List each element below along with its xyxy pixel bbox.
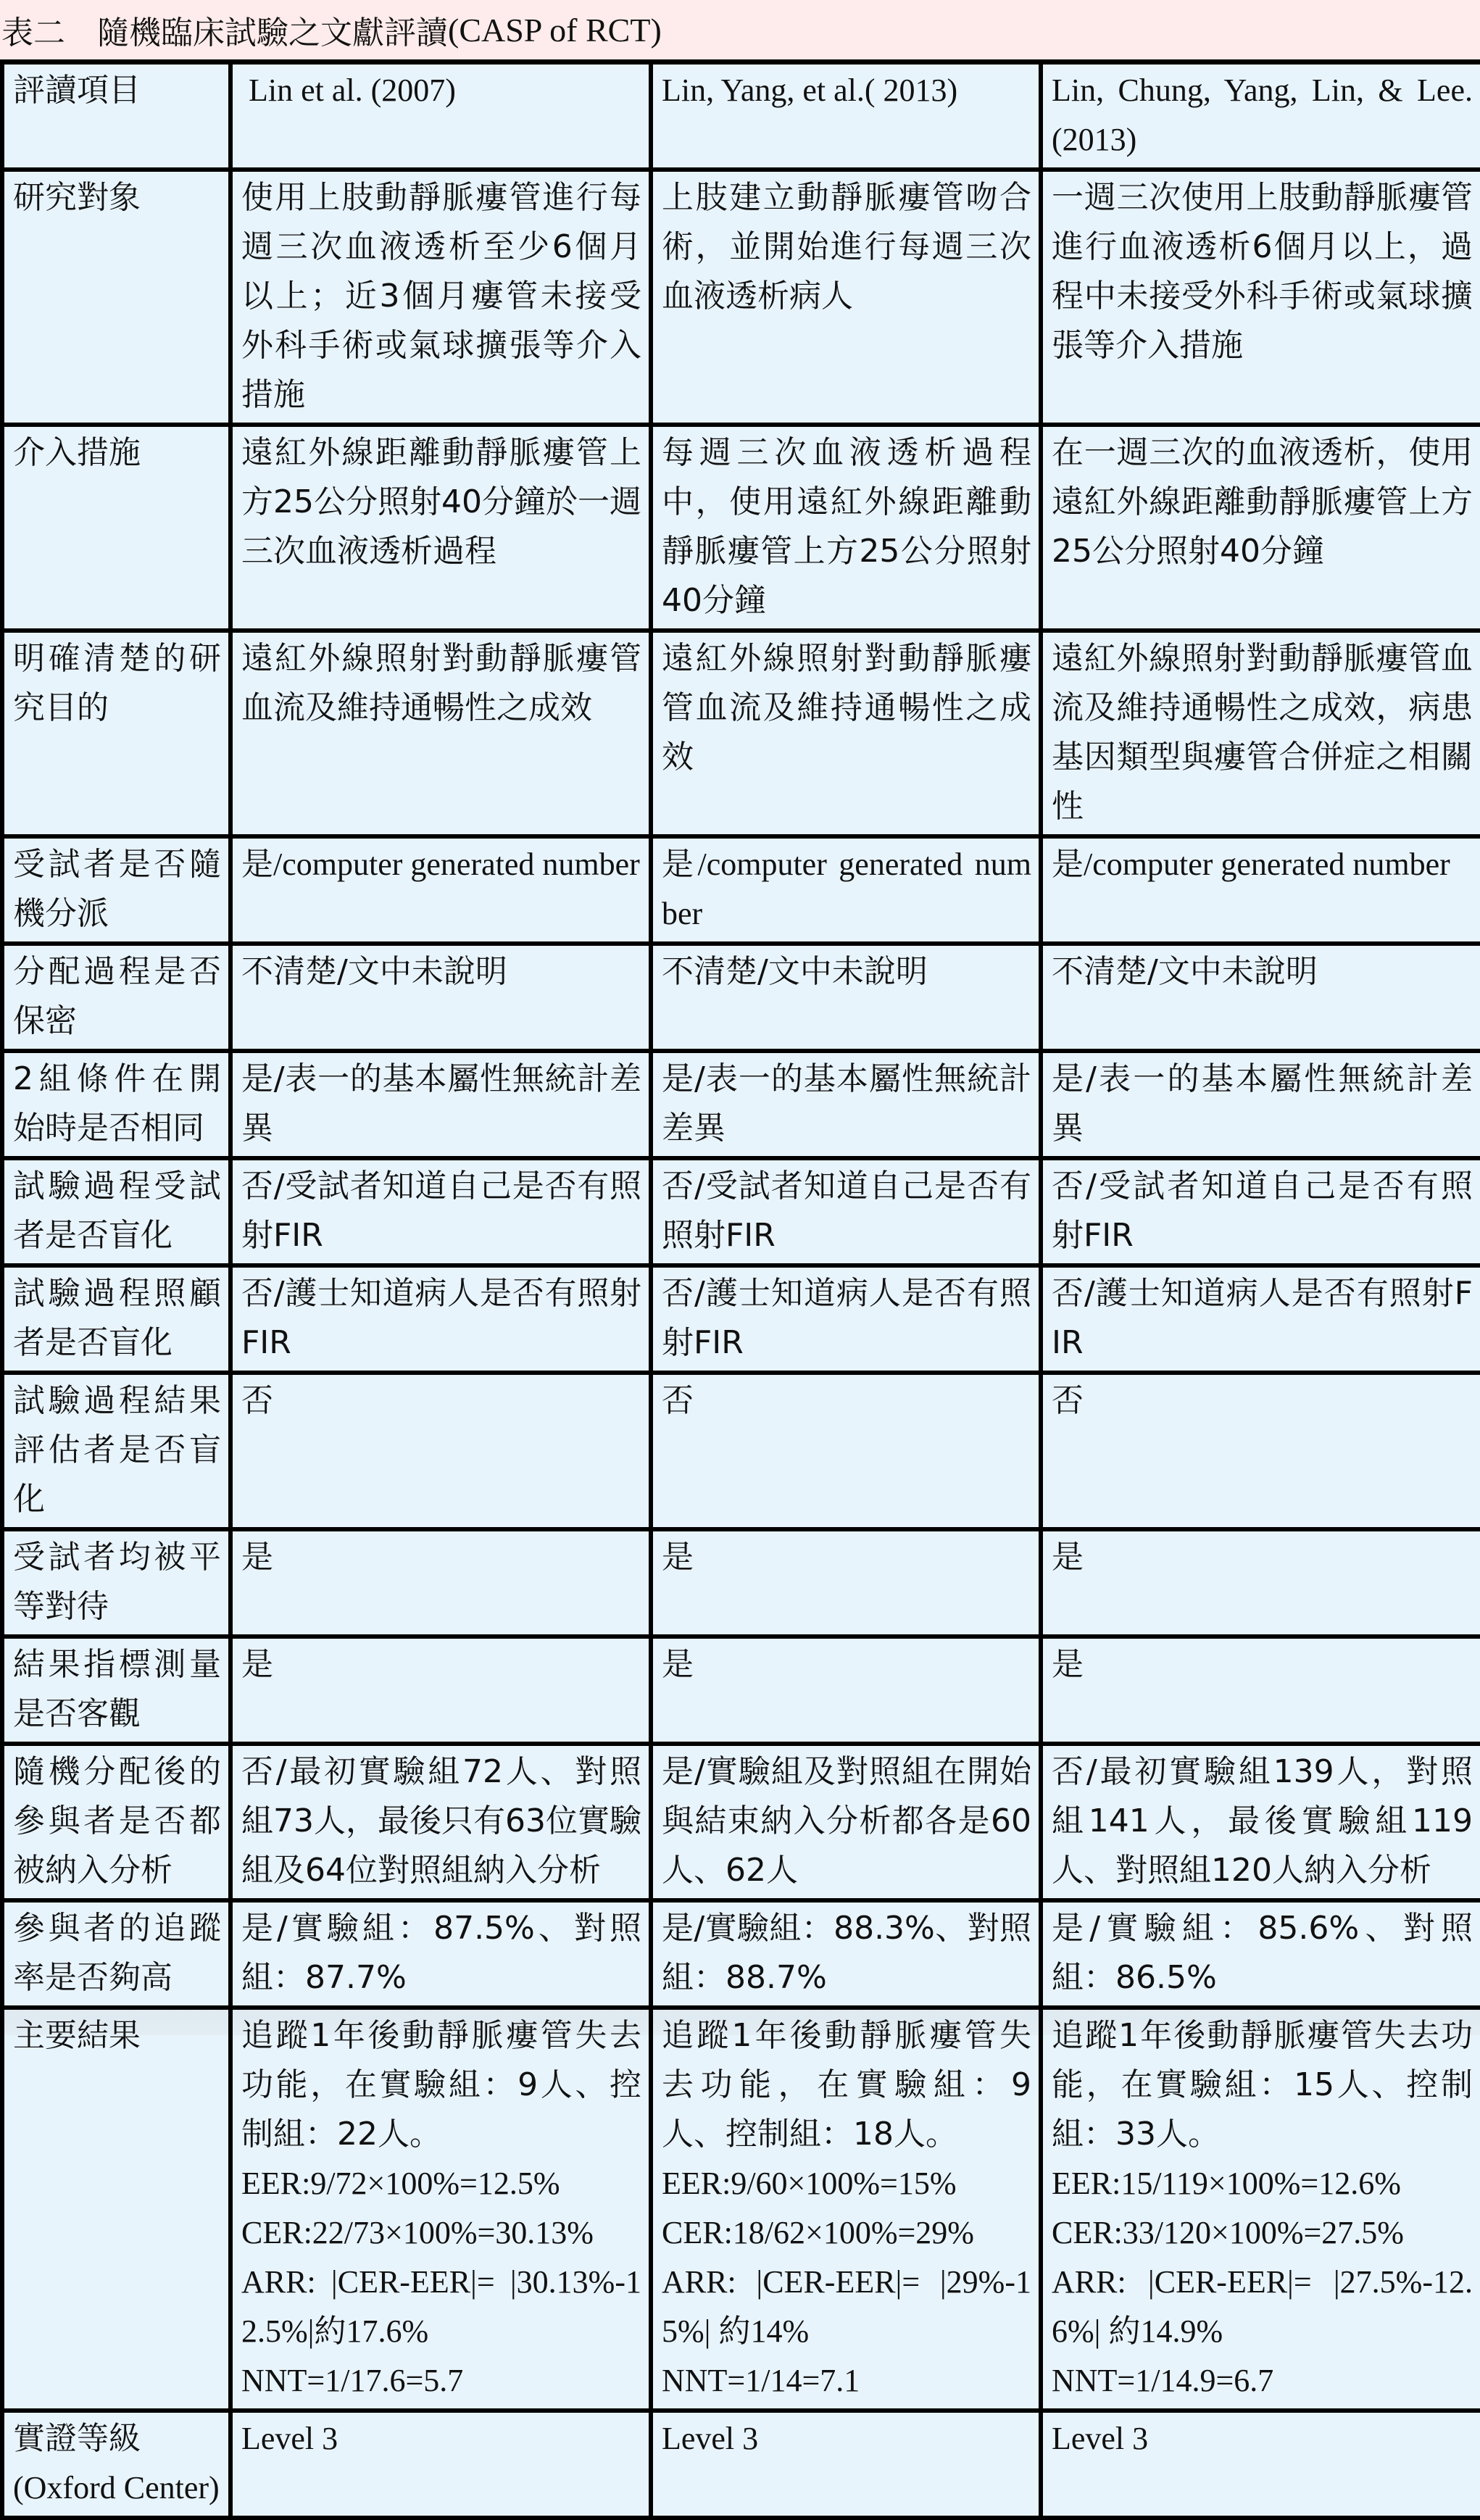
table-row bbox=[2, 1637, 1480, 1744]
row-item-label bbox=[2, 2411, 230, 2518]
row-item-label: 介入措施 bbox=[2, 425, 230, 631]
table-row bbox=[2, 944, 1480, 1051]
result-nnt: NNT=1/14.9=6.7 bbox=[1052, 2363, 1274, 2398]
result-cer: CER:18/62×100%=29% bbox=[662, 2215, 974, 2250]
result-cer: CER:22/73×100%=30.13% bbox=[241, 2215, 594, 2250]
casp-appraisal-table bbox=[0, 59, 1480, 2520]
row-item-label: 隨機分配後的參與者是否都被納入分析 bbox=[2, 1744, 230, 1900]
table-cell: 每週三次血液透析過程中，使用遠紅外線距離動靜脈瘻管上方25公分照射40分鐘 bbox=[651, 425, 1041, 631]
result-cell-study-1 bbox=[230, 2008, 651, 2411]
row-item-label: 試驗過程受試者是否盲化 bbox=[2, 1158, 230, 1265]
table-cell: 否/最初實驗組139人，對照組141人，最後實驗組119人、對照組120人納入分析 bbox=[1041, 1744, 1480, 1900]
evidence-label-cn: 實證等級 bbox=[13, 2420, 141, 2457]
caption-label: 表二 bbox=[1, 14, 65, 51]
evidence-level-cell: Level 3 bbox=[1041, 2411, 1480, 2518]
result-summary: 追蹤1年後動靜脈瘻管失去功能，在實驗組：9人、控制組：18人。 bbox=[662, 2017, 1031, 2153]
table-row bbox=[2, 836, 1480, 944]
table-cell: 否/受試者知道自己是否有照射FIR bbox=[1041, 1158, 1480, 1265]
result-cell-study-3 bbox=[1041, 2008, 1480, 2411]
table-cell: 是 bbox=[1041, 1637, 1480, 1744]
result-arr: ARR: |CER-EER|= |29%-15%| 約14% bbox=[662, 2264, 1031, 2349]
table-row bbox=[2, 1051, 1480, 1158]
table-cell: 遠紅外線照射對動靜脈瘻管血流及維持通暢性之成效，病患基因類型與瘻管合併症之相關性 bbox=[1041, 631, 1480, 836]
table-cell: 是/computer generated number bbox=[230, 836, 651, 944]
table-cell: 是/實驗組：88.3%、對照組：88.7% bbox=[651, 1900, 1041, 2008]
table-cell: 是/實驗組及對照組在開始與結束納入分析都各是60人、62人 bbox=[651, 1744, 1041, 1900]
evidence-label-en: (Oxford Center) bbox=[13, 2470, 220, 2506]
table-cell: 是/表一的基本屬性無統計差異 bbox=[1041, 1051, 1480, 1158]
table-cell: 是/表一的基本屬性無統計差異 bbox=[651, 1051, 1041, 1158]
table-cell: 是/computer generated number bbox=[651, 836, 1041, 944]
table-cell: 否/護士知道病人是否有照射FIR bbox=[1041, 1265, 1480, 1373]
table-row bbox=[2, 1744, 1480, 1900]
table-cell: 否 bbox=[1041, 1373, 1480, 1529]
result-nnt: NNT=1/14=7.1 bbox=[662, 2363, 860, 2398]
header-study-3: Lin, Chung, Yang, Lin, & Lee. (2013) bbox=[1041, 62, 1480, 170]
table-row bbox=[2, 1373, 1480, 1529]
table-cell: 否/最初實驗組72人、對照組73人，最後只有63位實驗組及64位對照組納入分析 bbox=[230, 1744, 651, 1900]
evidence-level-cell: Level 3 bbox=[230, 2411, 651, 2518]
row-item-label: 受試者均被平等對待 bbox=[2, 1529, 230, 1637]
table-row bbox=[2, 1265, 1480, 1373]
table-cell: 否 bbox=[651, 1373, 1041, 1529]
row-item-label: 研究對象 bbox=[2, 170, 230, 425]
caption-text-en: (CASP of RCT) bbox=[448, 11, 662, 49]
evidence-level-cell: Level 3 bbox=[651, 2411, 1041, 2518]
table-cell: 在一週三次的血液透析，使用遠紅外線距離動靜脈瘻管上方25公分照射40分鐘 bbox=[1041, 425, 1480, 631]
header-study-2: Lin, Yang, et al.( 2013) bbox=[651, 62, 1041, 170]
main-results-row bbox=[2, 2008, 1480, 2411]
header-study-1: Lin et al. (2007) bbox=[230, 62, 651, 170]
table-row bbox=[2, 631, 1480, 836]
result-arr: ARR: |CER-EER|= |30.13%-12.5%|約17.6% bbox=[241, 2264, 641, 2349]
row-item-label: 受試者是否隨機分派 bbox=[2, 836, 230, 944]
caption-text: 隨機臨床試驗之文獻評讀 bbox=[97, 14, 448, 51]
table-cell: 否/受試者知道自己是否有照射FIR bbox=[230, 1158, 651, 1265]
result-arr: ARR: |CER-EER|= |27.5%-12.6%| 約14.9% bbox=[1052, 2264, 1473, 2349]
table-row bbox=[2, 1158, 1480, 1265]
table-cell: 是 bbox=[230, 1529, 651, 1637]
table-row bbox=[2, 425, 1480, 631]
row-item-label: 試驗過程結果評估者是否盲化 bbox=[2, 1373, 230, 1529]
table-cell: 不清楚/文中未說明 bbox=[1041, 944, 1480, 1051]
result-eer: EER:9/60×100%=15% bbox=[662, 2166, 957, 2201]
result-cell-study-2 bbox=[651, 2008, 1041, 2411]
result-summary: 追蹤1年後動靜脈瘻管失去功能，在實驗組：15人、控制組：33人。 bbox=[1052, 2017, 1473, 2153]
table-cell: 一週三次使用上肢動靜脈瘻管進行血液透析6個月以上，過程中未接受外科手術或氣球擴張等介入措施 bbox=[1041, 170, 1480, 425]
row-item-label: 分配過程是否保密 bbox=[2, 944, 230, 1051]
row-item-label: 明確清楚的研究目的 bbox=[2, 631, 230, 836]
table-cell: 否/受試者知道自己是否有照射FIR bbox=[651, 1158, 1041, 1265]
header-row bbox=[2, 62, 1480, 170]
row-item-label: 試驗過程照顧者是否盲化 bbox=[2, 1265, 230, 1373]
row-item-label: 參與者的追蹤率是否夠高 bbox=[2, 1900, 230, 2008]
table-cell: 上肢建立動靜脈瘻管吻合術，並開始進行每週三次血液透析病人 bbox=[651, 170, 1041, 425]
table-cell: 是 bbox=[1041, 1529, 1480, 1637]
table-cell: 是 bbox=[651, 1529, 1041, 1637]
result-eer: EER:15/119×100%=12.6% bbox=[1052, 2166, 1401, 2201]
table-cell: 是/實驗組：87.5%、對照組：87.7% bbox=[230, 1900, 651, 2008]
table-row bbox=[2, 170, 1480, 425]
table-cell: 遠紅外線照射對動靜脈瘻管血流及維持通暢性之成效 bbox=[651, 631, 1041, 836]
table-cell: 是/computer generated number bbox=[1041, 836, 1480, 944]
table-row bbox=[2, 1529, 1480, 1637]
result-eer: EER:9/72×100%=12.5% bbox=[241, 2166, 560, 2201]
result-nnt: NNT=1/17.6=5.7 bbox=[241, 2363, 464, 2398]
header-item-cell: 評讀項目 bbox=[2, 62, 230, 170]
table-cell: 否 bbox=[230, 1373, 651, 1529]
evidence-level-row bbox=[2, 2411, 1480, 2518]
table-row bbox=[2, 1900, 1480, 2008]
table-cell: 是/表一的基本屬性無統計差異 bbox=[230, 1051, 651, 1158]
row-item-label: 主要結果 bbox=[2, 2008, 230, 2411]
result-summary: 追蹤1年後動靜脈瘻管失去功能，在實驗組：9人、控制組：22人。 bbox=[241, 2017, 641, 2153]
row-item-label: 2組條件在開始時是否相同 bbox=[2, 1051, 230, 1158]
table-caption bbox=[0, 0, 1480, 59]
table-cell: 不清楚/文中未說明 bbox=[230, 944, 651, 1051]
table-cell: 是 bbox=[230, 1637, 651, 1744]
row-item-label: 結果指標測量是否客觀 bbox=[2, 1637, 230, 1744]
table-cell: 不清楚/文中未說明 bbox=[651, 944, 1041, 1051]
table-cell: 使用上肢動靜脈瘻管進行每週三次血液透析至少6個月以上；近3個月瘻管未接受外科手術或氣球擴張等介入措施 bbox=[230, 170, 651, 425]
result-cer: CER:33/120×100%=27.5% bbox=[1052, 2215, 1404, 2250]
table-cell: 是 bbox=[651, 1637, 1041, 1744]
table-cell: 否/護士知道病人是否有照射FIR bbox=[230, 1265, 651, 1373]
table-cell: 是/實驗組：85.6%、對照組：86.5% bbox=[1041, 1900, 1480, 2008]
table-cell: 遠紅外線距離動靜脈瘻管上方25公分照射40分鐘於一週三次血液透析過程 bbox=[230, 425, 651, 631]
table-cell: 否/護士知道病人是否有照射FIR bbox=[651, 1265, 1041, 1373]
table-cell: 遠紅外線照射對動靜脈瘻管血流及維持通暢性之成效 bbox=[230, 631, 651, 836]
